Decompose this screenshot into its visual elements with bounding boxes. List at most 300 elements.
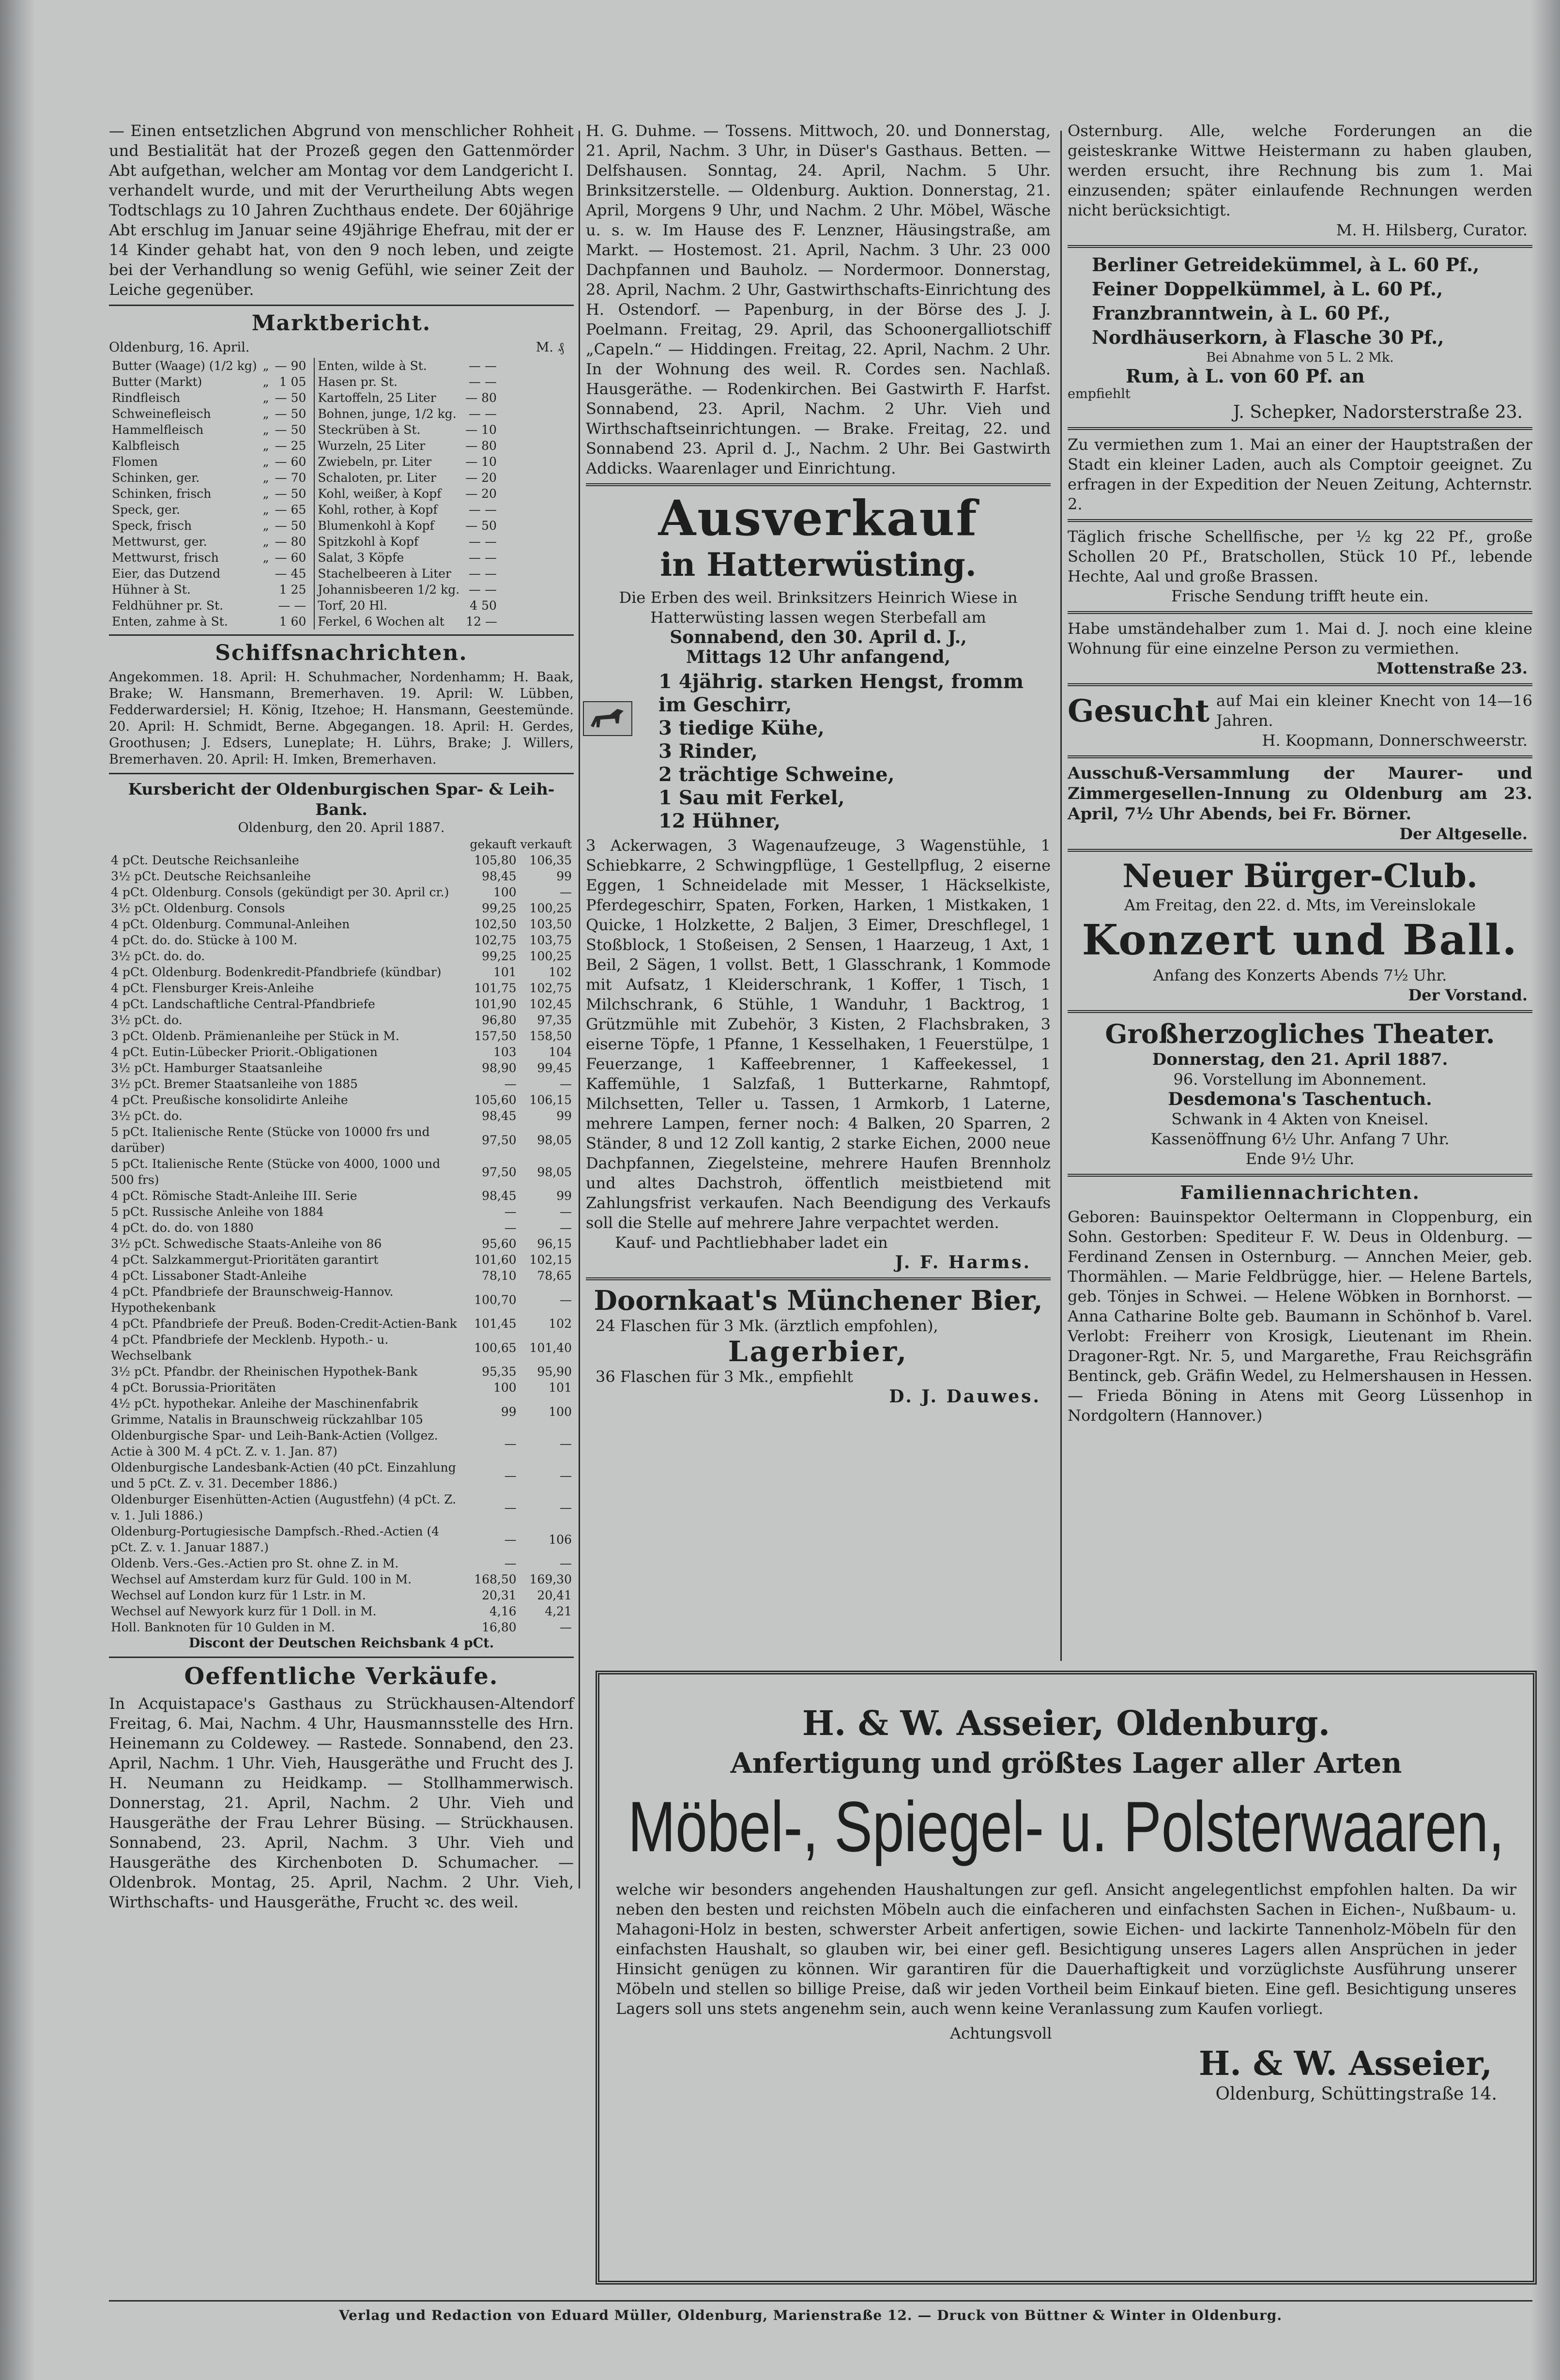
market-row xyxy=(314,534,500,550)
market-item: Kartoffeln, 25 Liter xyxy=(318,391,436,405)
market-item: Ferkel, 6 Wochen alt xyxy=(318,614,444,629)
kurs-sold: 95,90 xyxy=(537,1365,572,1379)
asseier-ad xyxy=(596,1671,1537,2285)
market-item: Enten, wilde à St. xyxy=(318,359,427,373)
wohnung-addr: Mottenstraße 23. xyxy=(1376,659,1528,677)
kurs-bought: 103 xyxy=(493,1045,517,1059)
kurs-row xyxy=(109,1571,574,1587)
market-table-right xyxy=(314,358,501,630)
market-price: — 10 xyxy=(465,423,497,437)
kurs-row xyxy=(109,1108,574,1124)
fish-text: Täglich frische Schellfische, per ½ kg 22 Pf., große Schollen 20 Pf., Bratschollen, Stück 10 Pf., lebende Hechte, Aal und große Brassen. xyxy=(1068,527,1532,585)
market-price: — 50 xyxy=(465,519,497,533)
market-unit-mark: „ xyxy=(262,471,269,485)
market-item: Rindfleisch xyxy=(112,391,181,405)
market-unit-mark: „ xyxy=(262,407,269,421)
divider xyxy=(1068,1174,1532,1177)
ausverkauf-title: Ausverkauf xyxy=(658,490,979,547)
asseier-firm: H. & W. Asseier, Oldenburg. xyxy=(802,1703,1331,1743)
kurs-security: Oldenb. Vers.-Ges.-Actien pro St. ohne Z. in M. xyxy=(111,1556,399,1570)
market-price: — — xyxy=(469,535,497,549)
kurs-bought: 100,65 xyxy=(474,1340,517,1355)
market-title: Marktbericht. xyxy=(251,311,431,336)
kurs-date: Oldenburg, den 20. April 1887. xyxy=(238,820,445,835)
fish-note: Frische Sendung trifft heute ein. xyxy=(1171,587,1429,605)
theater-genre: Schwank in 4 Akten von Kneisel. xyxy=(1171,1110,1429,1128)
kurs-bought: 100,70 xyxy=(474,1292,517,1307)
market-price: 1 05 xyxy=(279,375,306,389)
kurs-row xyxy=(109,1204,574,1220)
column-rule xyxy=(1060,131,1062,1661)
kurs-security: 4 pCt. Oldenburg. Bodenkredit-Pfandbriefe (kündbar) xyxy=(111,965,442,979)
kurs-row xyxy=(109,1459,574,1491)
market-row xyxy=(314,550,500,566)
kurs-row xyxy=(109,1188,574,1204)
kurs-row xyxy=(109,1060,574,1076)
market-row xyxy=(109,534,309,550)
market-row xyxy=(109,614,309,630)
market-price: 1 25 xyxy=(279,583,306,597)
kurs-sold: 101,40 xyxy=(529,1340,572,1355)
kurs-head-sold: verkauft xyxy=(520,837,572,851)
vermiethen-notice: Zu vermiethen zum 1. Mai an einer der Hauptstraßen der Stadt ein kleiner Laden, auch als Comptoir geeignet. Zu erfragen in der Expedition der Neuen Zeitung, Achternstr. 2. xyxy=(1068,435,1532,513)
column-left xyxy=(109,121,574,1912)
beer-line1: 24 Flaschen für 3 Mk. (ärztlich empfohlen), xyxy=(596,1317,938,1335)
divider xyxy=(1068,1010,1532,1013)
market-item: Butter (Waage) (1/2 kg) xyxy=(112,359,257,373)
ausverkauf-intro: Die Erben des weil. Brinksitzers Heinrich Wiese in Hatterwüsting lassen wegen Sterbefall am xyxy=(619,588,1018,627)
rum-offer: Rum, à L. von 60 Pf. an xyxy=(1126,365,1365,387)
theater-date: Donnerstag, den 21. April 1887. xyxy=(1152,1050,1448,1069)
kurs-row xyxy=(109,1076,574,1092)
market-price: — 60 xyxy=(275,455,306,469)
kurs-row xyxy=(109,964,574,980)
kurs-security: 3½ pCt. do. xyxy=(111,1013,183,1027)
kurs-sold: 96,15 xyxy=(537,1237,572,1251)
kurs-security: 3½ pCt. do. do. xyxy=(111,949,205,963)
market-price: — — xyxy=(469,359,497,373)
livestock-item: 1 4jährig. starken Hengst, fromm im Geschirr, xyxy=(658,670,1024,716)
divider xyxy=(109,634,574,636)
kurs-sold: 158,50 xyxy=(529,1029,572,1043)
kurs-row xyxy=(109,1619,574,1635)
kurs-bought: 95,60 xyxy=(482,1237,517,1251)
kurs-sold: — xyxy=(560,1077,572,1091)
theater-end: Ende 9½ Uhr. xyxy=(1245,1150,1355,1168)
kurs-security: 4½ pCt. hypothekar. Anleihe der Maschinenfabrik Grimme, Natalis in Braunschweig rückzahlbar 105 xyxy=(111,1397,423,1427)
market-price: — 20 xyxy=(465,471,497,485)
kurs-security: Oldenburg-Portugiesische Dampfsch.-Rhed.-Actien (4 pCt. Z. v. 1. Januar 1887.) xyxy=(111,1524,440,1554)
kurs-table xyxy=(109,836,574,1635)
kurs-sold: 104 xyxy=(549,1045,572,1059)
kurs-row xyxy=(109,948,574,964)
market-unit-mark xyxy=(260,614,272,630)
kurs-security: 4 pCt. Borussia-Prioritäten xyxy=(111,1381,276,1395)
kurs-bought: 4,16 xyxy=(489,1604,517,1618)
beer-sign: D. J. Dauwes. xyxy=(889,1386,1041,1407)
market-row xyxy=(109,582,309,598)
kurs-bought: 102,75 xyxy=(474,933,517,947)
kurs-sold: — xyxy=(560,1468,572,1483)
asseier-addr: Oldenburg, Schüttingstraße 14. xyxy=(1215,2084,1497,2104)
market-item: Zwiebeln, pr. Liter xyxy=(318,455,432,469)
market-price: — 50 xyxy=(275,407,306,421)
market-price: — — xyxy=(469,375,497,389)
kurs-bought: 98,45 xyxy=(482,1189,517,1203)
column-middle xyxy=(586,121,1051,1407)
kurs-row xyxy=(109,1428,574,1459)
livestock-item: 2 trächtige Schweine, xyxy=(658,763,895,786)
asseier-closing: Achtungsvoll xyxy=(950,2024,1052,2042)
market-unit-mark: „ xyxy=(262,423,269,437)
kurs-sold: — xyxy=(560,885,572,899)
kurs-security: 3½ pCt. do. xyxy=(111,1109,183,1123)
market-price: — 25 xyxy=(275,439,306,453)
kurs-bought: 105,60 xyxy=(474,1093,517,1107)
column-rule xyxy=(579,131,580,1889)
kurs-row xyxy=(109,1044,574,1060)
kurs-bought: 20,31 xyxy=(482,1588,517,1602)
kurs-bought: — xyxy=(504,1436,517,1451)
market-row xyxy=(109,358,309,374)
market-row xyxy=(109,406,309,422)
column-right xyxy=(1068,121,1532,1426)
livestock-item: 3 tiedige Kühe, xyxy=(658,717,825,739)
divider xyxy=(1068,245,1532,248)
kurs-security: 4 pCt. Flensburger Kreis-Anleihe xyxy=(111,981,314,995)
kurs-security: 5 pCt. Italienische Rente (Stücke von 10000 frs und darüber) xyxy=(111,1125,430,1155)
kurs-sold: — xyxy=(560,1500,572,1515)
market-item: Speck, frisch xyxy=(112,519,192,533)
market-unit-mark: „ xyxy=(262,535,269,549)
market-row xyxy=(109,598,309,614)
market-item: Schaloten, pr. Liter xyxy=(318,471,436,485)
verkaeufe-continued: H. G. Duhme. — Tossens. Mittwoch, 20. und Donnerstag, 21. April, Nachm. 3 Uhr, in Düser's Gasthaus. Betten. — Delfshausen. Sonntag, 24. April, Nachm. 5 Uhr. Brinksitzerstelle. — Oldenburg. Auktion. Donnerstag, 21. April, Morgens 9 Uhr, und Nachm. 2 Uhr. Möbel, Wäsche u. s. w. Im Hause des F. Lenzner, Häusingstraße, am Markt. — Hostemost. 21. April, Nachm. 3 Uhr. 23 000 Dachpfannen und Bauholz. — Nordermoor. Donnerstag, 28. April, Nachm. 2 Uhr, Gastwirthschafts-Einrichtung des H. Ostendorf. — Papenburg, in der Börse des J. J. Poelmann. Freitag, 29. April, das Schoonergalliotschiff „Capeln.“ — Hiddingen. Freitag, 22. April, Nachm. 2 Uhr. In der Wohnung des weil. R. Cordes sen. Nachlaß. Hausgeräthe. — Rodenkirchen. Bei Gastwirth F. Harfst. Sonnabend, 23. April, Nachm. 2 Uhr. Vieh und Wirthschaftseinrichtungen. — Brake. Freitag, 22. und Sonnabend 23. April d. J., Nachm. 2 Uhr. Bei Gastwirth Addicks. Waarenlager und Einrichtung. xyxy=(586,122,1051,477)
kurs-row xyxy=(109,884,574,900)
kurs-row xyxy=(109,932,574,948)
market-unit: M. ₰ xyxy=(535,340,564,355)
market-item: Butter (Markt) xyxy=(112,375,202,389)
market-row xyxy=(314,454,500,470)
gesucht-text: auf Mai ein kleiner Knecht von 14—16 Jahren. xyxy=(1216,691,1532,730)
kurs-security: 4 pCt. do. do. von 1880 xyxy=(111,1221,254,1235)
market-row xyxy=(314,438,500,454)
kurs-row xyxy=(109,916,574,932)
kurs-security: Wechsel auf London kurz für 1 Lstr. in M. xyxy=(111,1588,366,1602)
kurs-bought: 99,25 xyxy=(482,949,517,963)
market-item: Kalbfleisch xyxy=(112,439,180,453)
market-row xyxy=(109,550,309,566)
verkaeufe-text: In Acquistapace's Gasthaus zu Strückhausen-Altendorf Freitag, 6. Mai, Nachm. 4 Uhr, Hausmannsstelle des Hrn. Heinemann zu Coldewey. — Rastede. Sonnabend, den 23. April, Nachm. 1 Uhr. Vieh, Hausgeräthe und Frucht des J. H. Neumann zu Heidkamp. — Stollhammerwisch. Donnerstag, 21. April, Nachm. 2 Uhr. Vieh und Hausgeräthe der Frau Lehrer Büsing. — Strückhausen. Sonnabend, 23. April, Nachm. 3 Uhr. Vieh und Hausgeräthe des Kirchenboten D. Schumacher. — Oldenbrok. Montag, 25. April, Nachm. 2 Uhr. Vieh, Wirthschafts- und Hausgeräthe, Frucht ꝛc. des weil. xyxy=(109,1694,574,1911)
livestock-list xyxy=(615,670,1051,833)
club-start: Anfang des Konzerts Abends 7½ Uhr. xyxy=(1153,966,1447,984)
kurs-bought: 97,50 xyxy=(482,1165,517,1179)
market-item: Schweinefleisch xyxy=(112,407,211,421)
kurs-bought: — xyxy=(504,1221,517,1235)
market-row xyxy=(109,518,309,534)
verkaeufe-title: Oeffentliche Verkäufe. xyxy=(184,1663,499,1690)
market-row xyxy=(314,358,500,374)
market-row xyxy=(314,598,500,614)
theater-performance: 96. Vorstellung im Abonnement. xyxy=(1173,1070,1427,1089)
ausverkauf-livestock xyxy=(586,670,1051,833)
market-price: — — xyxy=(469,567,497,581)
kurs-security: 4 pCt. Deutsche Reichsanleihe xyxy=(111,853,299,867)
market-price: — 80 xyxy=(275,535,306,549)
market-price: — 70 xyxy=(275,471,306,485)
kurs-sold: 102,15 xyxy=(529,1253,572,1267)
market-item: Bohnen, junge, 1/2 kg. xyxy=(318,407,457,421)
kurs-bought: 101,90 xyxy=(474,997,517,1011)
market-unit-mark: „ xyxy=(262,487,269,501)
divider xyxy=(109,773,574,774)
divider xyxy=(1068,849,1532,852)
kurs-sold: 98,05 xyxy=(537,1133,572,1147)
market-price: — — xyxy=(469,503,497,517)
wohnung-text: Habe umständehalber zum 1. Mai d. J. noch eine kleine Wohnung für eine einzelne Person zu vermiethen. xyxy=(1068,619,1532,658)
kurs-security: 4 pCt. Oldenburg. Consols (gekündigt per 30. April cr.) xyxy=(111,885,449,899)
market-item: Wurzeln, 25 Liter xyxy=(318,439,426,453)
kurs-row xyxy=(109,1012,574,1028)
market-item: Kohl, weißer, à Kopf xyxy=(318,487,442,501)
market-row xyxy=(314,406,500,422)
kurs-sold: 102,45 xyxy=(529,997,572,1011)
kurs-security: Oldenburgische Landesbank-Actien (40 pCt. Einzahlung und 5 pCt. Z. v. 31. December 1886.) xyxy=(111,1460,456,1490)
kurs-security: Wechsel auf Amsterdam kurz für Guld. 100 in M. xyxy=(111,1572,412,1586)
market-item: Johannisbeeren 1/2 kg. xyxy=(318,583,460,597)
market-price: — — xyxy=(469,583,497,597)
market-item: Stachelbeeren à Liter xyxy=(318,567,452,581)
kurs-sold: 99 xyxy=(556,1109,572,1123)
kurs-sold: 103,75 xyxy=(529,933,572,947)
kurs-row xyxy=(109,1252,574,1268)
kurs-sold: 102,75 xyxy=(529,981,572,995)
kurs-sold: 98,05 xyxy=(537,1165,572,1179)
market-price: 12 — xyxy=(466,614,497,629)
ausschuss-sign: Der Altgeselle. xyxy=(1399,825,1528,843)
kurs-sold: 20,41 xyxy=(537,1588,572,1602)
kurs-sold: — xyxy=(560,1221,572,1235)
market-unit-mark xyxy=(260,598,272,614)
kurs-security: 3½ pCt. Oldenburg. Consols xyxy=(111,901,285,915)
page-binding xyxy=(0,0,34,2380)
kurs-bought: 98,90 xyxy=(482,1061,517,1075)
kurs-bought: 99,25 xyxy=(482,901,517,915)
market-price: — 45 xyxy=(275,567,306,581)
kurs-row xyxy=(109,1220,574,1236)
kurs-security: 3½ pCt. Hamburger Staatsanleihe xyxy=(111,1061,322,1075)
ausschuss-text: Ausschuß-Versammlung der Maurer- und Zimmergesellen-Innung zu Oldenburg am 23. April, 7½ Uhr Abends, bei Fr. Börner. xyxy=(1068,764,1532,824)
kurs-bought: — xyxy=(504,1500,517,1515)
market-row xyxy=(314,422,500,438)
market-price: — 50 xyxy=(275,487,306,501)
kurs-sold: — xyxy=(560,1205,572,1219)
asseier-text: welche wir besonders angehenden Haushaltungen zur gefl. Ansicht angelegentlichst empfohlen halten. Da wir neben den besten und reichsten Möbeln auch die einfacheren und einfachsten Sachen in Eichen-, Nußbaum- u. Mahagoni-Holz in besten, schwerster Arbeit anfertigen, sowie Eichen- und lackirte Tannenholz-Möbeln für den einfachsten Haushalt, so glauben wir, bei einer gefl. Besichtigung unseres Lagers allen Ansprüchen in jeder Hinsicht genügen zu können. Wir garantiren für die Dauerhaftigkeit und vorzüglichste Ausführung unserer Möbeln und stellen so billige Preise, daß wir jeden Vortheil beim Einkauf bieten. Eine gefl. Besichtigung unseres Lagers soll uns stets angenehm sein, auch wenn keine Veranlassung zum Kaufen vorliegt. xyxy=(616,1880,1516,2018)
kurs-security: Oldenburger Eisenhütten-Actien (Augustfehn) (4 pCt. Z. v. 1. Juli 1886.) xyxy=(111,1492,457,1522)
ausverkauf-subtitle: in Hatterwüsting. xyxy=(660,546,977,583)
market-unit-mark: „ xyxy=(262,519,269,533)
kurs-sold: 99,45 xyxy=(537,1061,572,1075)
market-row xyxy=(314,502,500,518)
market-row xyxy=(109,454,309,470)
divider xyxy=(109,305,574,306)
market-price: 1 60 xyxy=(279,614,306,629)
market-row xyxy=(314,566,500,582)
market-item: Schinken, ger. xyxy=(112,471,200,485)
kurs-security: 4 pCt. Salzkammergut-Prioritäten garantirt xyxy=(111,1253,379,1267)
kurs-bought: — xyxy=(504,1468,517,1483)
kurs-head-bought: gekauft xyxy=(470,837,517,851)
kurs-security: Wechsel auf Newyork kurz für 1 Doll. in M. xyxy=(111,1604,377,1618)
market-table xyxy=(109,358,574,630)
rum-empfiehlt: empfiehlt xyxy=(1068,386,1131,401)
kurs-bought: — xyxy=(504,1556,517,1570)
kurs-row xyxy=(109,1156,574,1188)
ausverkauf-time: Mittags 12 Uhr anfangend, xyxy=(686,647,951,667)
market-row xyxy=(109,374,309,390)
market-price: — 50 xyxy=(275,391,306,405)
kurs-sold: 100,25 xyxy=(529,949,572,963)
market-subhead xyxy=(109,339,574,356)
theater-times: Kassenöffnung 6½ Uhr. Anfang 7 Uhr. xyxy=(1150,1130,1450,1148)
market-item: Blumenkohl à Kopf xyxy=(318,519,434,533)
market-unit-mark: „ xyxy=(262,359,269,373)
kurs-sold: 100,25 xyxy=(529,901,572,915)
kurs-security: 4 pCt. Pfandbriefe der Braunschweig-Hannov. Hypothekenbank xyxy=(111,1285,394,1315)
market-unit-mark: „ xyxy=(262,503,269,517)
market-price: — — xyxy=(278,599,306,613)
market-price: — — xyxy=(469,551,497,565)
kurs-row xyxy=(109,1396,574,1428)
club-concert: Konzert und Ball. xyxy=(1082,916,1518,965)
kurs-security: 4 pCt. Landschaftliche Central-Pfandbriefe xyxy=(111,997,375,1011)
market-price: — 50 xyxy=(275,423,306,437)
kurs-sold: 97,35 xyxy=(537,1013,572,1027)
market-item: Mettwurst, ger. xyxy=(112,535,207,549)
kurs-bought: 100 xyxy=(493,1381,517,1395)
ausverkauf-date: Sonnabend, den 30. April d. J., xyxy=(670,627,967,647)
kurs-row xyxy=(109,1523,574,1555)
ausverkauf-text: 3 Ackerwagen, 3 Wagenaufzeuge, 3 Wagenstühle, 1 Schiebkarre, 2 Schwingpflüge, 1 Gestellpflug, 2 eiserne Eggen, 1 Schneidelade mit Messer, 1 Häckselkiste, Pferdegeschirr, Spaten, Forken, Harken, 1 Mistkaken, 1 Quicke, 1 Holzkette, 2 Baljen, 3 Eimer, Dreschflegel, 1 Stoßblock, 1 Stoßeisen, 2 Sensen, 1 Haarzeug, 1 Axt, 1 Beil, 2 Sägen, 1 vollst. Bett, 1 Glasschrank, 1 Kommode mit Aufsatz, 1 Kleiderschrank, 1 Koffer, 1 Tisch, 1 Milchschrank, 6 Stühle, 1 Wanduhr, 1 Backtrog, 1 Grützmühle mit Zubehör, 3 Kisten, 2 Flachsbraken, 3 eiserne Töpfe, 1 Pfanne, 1 Kesselhaken, 1 Feuerstülpe, 1 Feuerzange, 1 Kaffeebrenner, 1 Kaffeekessel, 1 Kaffemühle, 1 Salzfaß, 1 Butterkarne, Rahmtopf, Milchsetten, Teller u. Tassen, 1 Armkorb, 1 Laterne, mehrere Lampen, ferner noch: 4 Balken, 20 Sparren, 2 Ständer, 8 und 12 Zoll kantig, 2 starke Eichen, 2000 neue Dachpfannen, Ziegelsteine, mehrere Haufen Brennholz und altes Dachstroh, öffentlich meistbietend mit Zahlungsfrist verkaufen. Nach Beendigung des Verkaufs soll die Stelle auf mehrere Jahre verpachtet werden. xyxy=(586,836,1051,1232)
kurs-bought: 157,50 xyxy=(474,1029,517,1043)
ausverkauf-invite: Kauf- und Pachtliebhaber ladet ein xyxy=(615,1233,888,1252)
kurs-bought: 101,45 xyxy=(474,1317,517,1331)
kurs-row xyxy=(109,1380,574,1396)
market-item: Enten, zahme à St. xyxy=(112,614,228,629)
kurs-foot: Discont der Deutschen Reichsbank 4 pCt. xyxy=(188,1636,494,1651)
gesucht-sign: H. Koopmann, Donnerschweerstr. xyxy=(1262,731,1528,750)
kurs-sold: — xyxy=(560,1620,572,1634)
kurs-sold: 106 xyxy=(549,1532,572,1547)
market-unit-mark: „ xyxy=(262,551,269,565)
kurs-sold: 101 xyxy=(549,1381,572,1395)
beer-title2: Lagerbier, xyxy=(728,1335,909,1368)
kurs-sold: 106,15 xyxy=(529,1093,572,1107)
asseier-line1: Anfertigung und größtes Lager aller Arten xyxy=(730,1747,1402,1780)
imprint: Verlag und Redaction von Eduard Müller, Oldenburg, Marienstraße 12. — Druck von Büttner & Winter in Oldenburg. xyxy=(339,2307,1283,2323)
market-row xyxy=(109,470,309,486)
divider xyxy=(586,1277,1051,1280)
kurs-bought: — xyxy=(504,1205,517,1219)
spirits-note: Bei Abnahme von 5 L. 2 Mk. xyxy=(1206,350,1394,365)
horse-icon xyxy=(581,699,634,738)
kurs-security: 4 pCt. Lissaboner Stadt-Anleihe xyxy=(111,1269,307,1283)
kurs-bought: 101,60 xyxy=(474,1253,517,1267)
market-item: Hammelfleisch xyxy=(112,423,204,437)
kurs-bought: 105,80 xyxy=(474,853,517,867)
market-unit-mark: „ xyxy=(262,439,269,453)
kurs-row xyxy=(109,980,574,996)
kurs-row xyxy=(109,996,574,1012)
kurs-bought: 101,75 xyxy=(474,981,517,995)
family-text: Geboren: Bauinspektor Oeltermann in Cloppenburg, ein Sohn. Gestorben: Spediteur F. W. Deus in Oldenburg. — Ferdinand Zensen in Osternburg. — Annchen Meier, geb. Thormählen. — Marie Feldbrügge, hier. — Helene Bartels, geb. Tönjes in Schwei. — Helene Wöbken in Bornhorst. — Anna Catharine Bolte geb. Baumann in Schönhof b. Varel. Verlobt: Freiherr von Krosigk, Lieutenant im Rhein. Dragoner-Rgt. Nr. 5, und Margarethe, Frau Reichsgräfin Bentinck, geb. Gräfin Wedel, zu Helmershausen in Hessen. — Frieda Böning in Atens mit Georg Lüssenhop in Nordgoltern (Hannover.) xyxy=(1068,1208,1532,1425)
kurs-sold: — xyxy=(560,1436,572,1451)
kurs-sold: 99 xyxy=(556,1189,572,1203)
kurs-security: 4 pCt. Preußische konsolidirte Anleihe xyxy=(111,1093,348,1107)
market-row xyxy=(314,582,500,598)
kurs-title: Kursbericht der Oldenburgischen Spar- & Leih-Bank. xyxy=(128,780,555,819)
kurs-security: 3½ pCt. Pfandbr. der Rheinischen Hypothek-Bank xyxy=(111,1365,418,1379)
divider xyxy=(1068,683,1532,686)
kurs-security: 5 pCt. Russische Anleihe von 1884 xyxy=(111,1205,324,1219)
kurs-sold: 106,35 xyxy=(529,853,572,867)
kurs-sold: — xyxy=(560,1556,572,1570)
osternburg-notice: Osternburg. Alle, welche Forderungen an die geisteskranke Wittwe Heistermann zu haben glauben, werden ersucht, ihre Rechnung bis zum 1. Mai einzusenden; später einlaufende Rechnungen werden nicht berücksichtigt. xyxy=(1068,122,1532,219)
osternburg-sign: M. H. Hilsberg, Curator. xyxy=(1336,221,1528,239)
livestock-item: 12 Hühner, xyxy=(658,810,781,832)
market-unit-mark xyxy=(260,582,272,598)
kurs-sold: 169,30 xyxy=(529,1572,572,1586)
spirits-item: Feiner Doppelkümmel, à L. 60 Pf., xyxy=(1092,278,1443,300)
kurs-bought: 78,10 xyxy=(482,1269,517,1283)
market-row xyxy=(314,614,500,630)
kurs-row xyxy=(109,1603,574,1619)
market-row xyxy=(109,390,309,406)
market-price: — 60 xyxy=(275,551,306,565)
kurs-bought: 95,35 xyxy=(482,1365,517,1379)
rum-sign: J. Schepker, Nadorsterstraße 23. xyxy=(1233,402,1523,422)
kurs-security: 3 pCt. Oldenb. Prämienanleihe per Stück in M. xyxy=(111,1029,399,1043)
divider xyxy=(1068,755,1532,758)
kurs-bought: 98,45 xyxy=(482,869,517,883)
kurs-row xyxy=(109,868,574,884)
market-item: Eier, das Dutzend xyxy=(112,567,221,581)
market-item: Kohl, rother, à Kopf xyxy=(318,503,438,517)
market-row xyxy=(314,374,500,390)
kurs-row xyxy=(109,1284,574,1316)
spirits-item: Nordhäuserkorn, à Flasche 30 Pf., xyxy=(1092,326,1444,348)
family-title: Familiennachrichten. xyxy=(1180,1182,1420,1203)
kurs-security: Holl. Banknoten für 10 Gulden in M. xyxy=(111,1620,335,1634)
kurs-bought: 96,80 xyxy=(482,1013,517,1027)
market-row xyxy=(109,566,309,582)
market-item: Feldhühner pr. St. xyxy=(112,599,224,613)
kurs-bought: 99 xyxy=(501,1404,517,1419)
kurs-sold: — xyxy=(560,1292,572,1307)
kurs-bought: — xyxy=(504,1077,517,1091)
market-item: Flomen xyxy=(112,455,158,469)
kurs-row xyxy=(109,1555,574,1571)
market-item: Hasen pr. St. xyxy=(318,375,398,389)
market-item: Hühner à St. xyxy=(112,583,191,597)
kurs-row xyxy=(109,1587,574,1603)
spirits-list xyxy=(1068,253,1532,350)
market-price: 4 50 xyxy=(470,599,497,613)
market-row xyxy=(314,486,500,502)
beer-line2: 36 Flaschen für 3 Mk., empfiehlt xyxy=(596,1367,853,1386)
kurs-sold: 103,50 xyxy=(529,917,572,931)
club-text: Am Freitag, den 22. d. Mts, im Vereinslokale xyxy=(1124,896,1476,914)
